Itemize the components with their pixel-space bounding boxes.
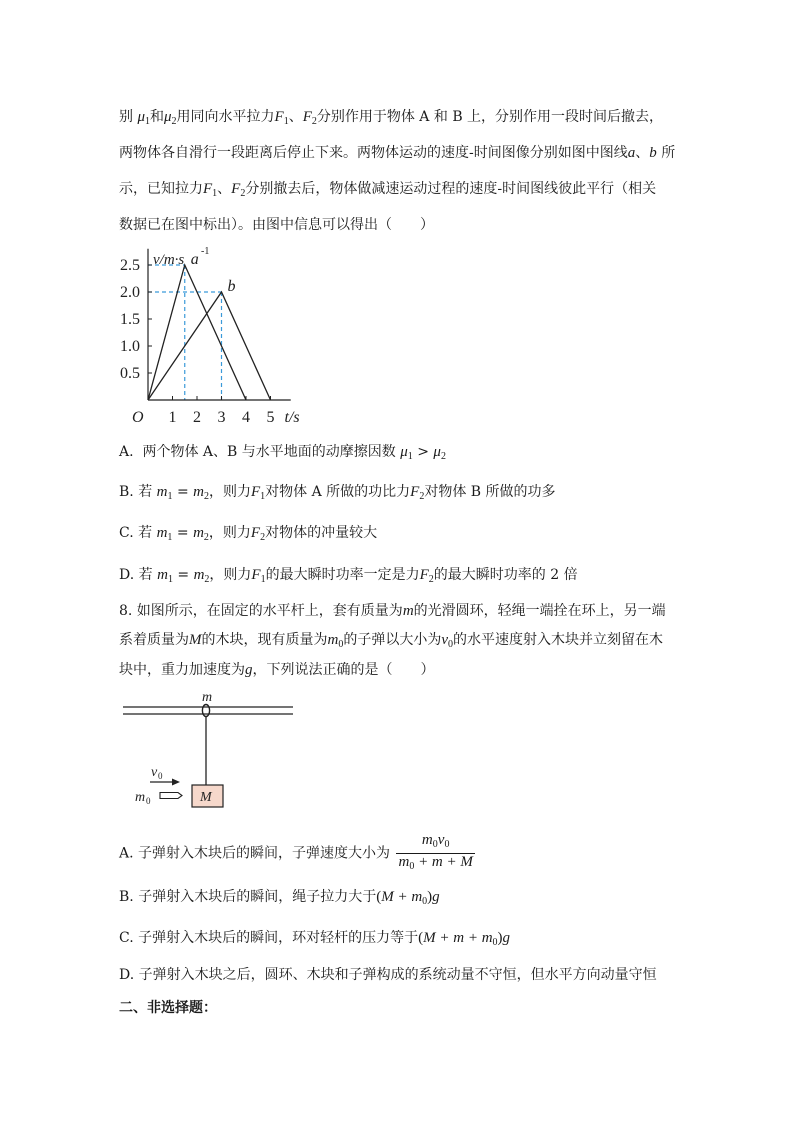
vt-chart [105,240,305,430]
bullet [160,793,182,799]
ring [202,705,209,717]
q7-option-b: B. 若 $m_1 = m_2$，则力$F_1$对物体 A 所做的功比力$F_2$对物体 B 所做的功多 [119,484,556,502]
q7-stem-line-4: 数据已在图中标出）。由图中信息可以得出（ ） [119,217,434,233]
y-tick-label-2.0: 2.0 [120,284,140,301]
q7-option-a: A. 两个物体 A、B 与水平地面的动摩擦因数 $\mu_1 > \mu_2$ [119,444,446,462]
x-tick-label-4: 4 [242,409,250,426]
x-tick-label-3: 3 [217,409,226,426]
fraction-velocity: $\frac{m_0v_0}{m_0 + m + M}$ [396,832,474,875]
bullet-label [135,790,151,806]
x-tick-label-5: 5 [266,409,275,426]
ring-block-figure [118,688,308,813]
ring-label: m [202,690,213,705]
origin-label: O [132,409,144,426]
y-tick-label-1.0: 1.0 [120,338,140,355]
x-tick-label-2: 2 [193,409,201,426]
q8-stem-line-3: 块中，重力加速度为g，下列说法正确的是（ ） [119,662,435,678]
section-heading: 二、非选择题： [119,1000,217,1016]
q7-option-c: C. 若 $m_1 = m_2$，则力$F_2$对物体的冲量较大 [119,525,378,543]
svg-text:v: v [151,765,158,780]
svg-text:0: 0 [146,796,151,806]
svg-text:0: 0 [158,771,163,781]
q8-stem-line-1: 8. 如图所示，在固定的水平杆上，套有质量为m的光滑圆环，轻绳一端拴在环上，另一端 [119,603,666,619]
y-axis-label: v/m·s [153,252,185,268]
q8-option-d: D. 子弹射入木块之后，圆环、木块和子弹构成的系统动量不守恒，但水平方向动量守恒 [119,967,657,983]
x-axis-label: t/s [284,409,300,426]
q7-stem-line-1: 别 $\mu_1$和$\mu_2$用同向水平拉力$F_1$、$F_2$分别作用于物体 A 和 B 上，分别作用一段时间后撤去， [119,109,664,127]
q8-option-a: A. 子弹射入木块后的瞬间，子弹速度大小为 $\frac{m_0v_0}{m_0 + m + M}$ [119,832,477,868]
series-label-a: a [190,251,199,268]
q7-option-d: D. 若 $m_1 = m_2$，则力$F_1$的最大瞬时功率一定是力$F_2$的最大瞬时功率的 2 倍 [119,567,578,585]
q8-stem-line-2: 系着质量为M的木块，现有质量为$m_0$的子弹以大小为$v_0$的水平速度射入木块并立刻留在木 [119,632,664,650]
q7-stem-line-3: 示，已知拉力$F_1$、$F_2$分别撤去后，物体做减速运动过程的速度-时间图线彼此平行（相关 [119,181,657,199]
x-tick-label-1: 1 [168,409,177,426]
q7-stem-line-2: 两物体各自滑行一段距离后停止下来。两物体运动的速度-时间图像分别如图中图线a、b 所 [119,145,676,161]
y-tick-label-2.5: 2.5 [120,257,140,274]
q8-option-c: C. 子弹射入木块后的瞬间，环对轻杆的压力等于$(M + m + m_0)g$ [119,930,511,948]
svg-text:m: m [135,790,146,805]
block-label: M [200,790,212,805]
q8-option-b: B. 子弹射入木块后的瞬间，绳子拉力大于$(M + m_0)g$ [119,889,440,907]
series-b [148,292,271,400]
y-tick-label-0.5: 0.5 [120,365,140,382]
velocity-label [151,765,163,781]
y-axis-label-sup: -1 [201,246,210,257]
y-tick-label-1.5: 1.5 [120,311,140,328]
velocity-arrowhead [172,779,180,786]
series-label-b: b [227,278,236,295]
